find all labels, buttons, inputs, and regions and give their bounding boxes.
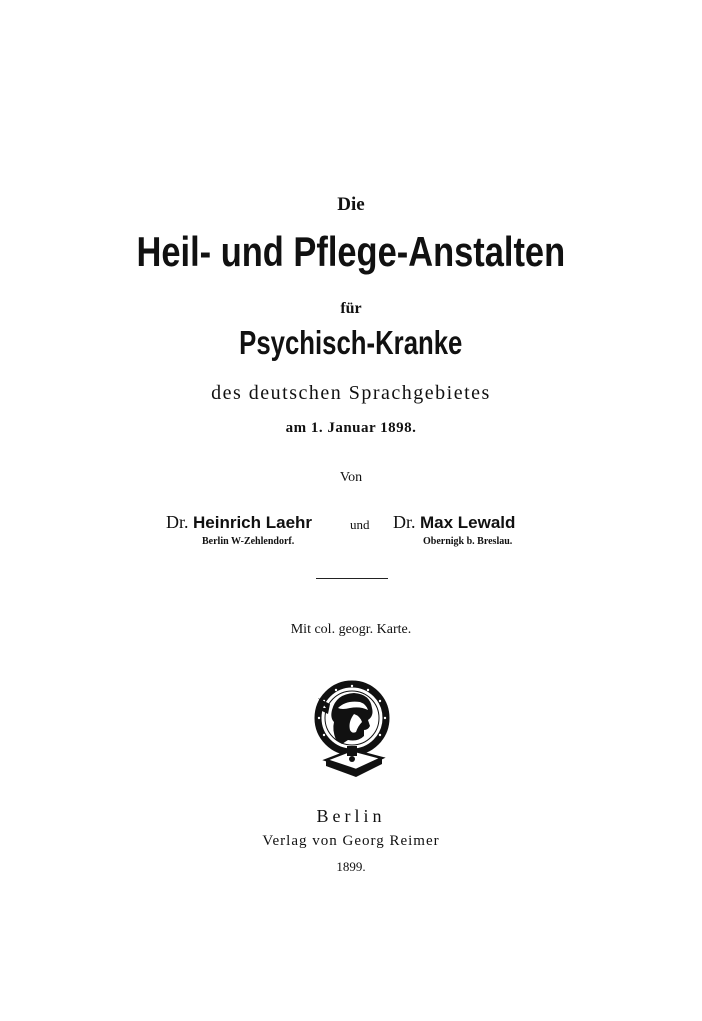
publisher-name: Verlag von Georg Reimer: [262, 833, 440, 849]
by-line: Von: [339, 470, 363, 485]
conjunction: und: [350, 517, 370, 532]
region-line: des deutschen Sprachgebietes: [211, 382, 491, 404]
title-article: Die: [337, 194, 365, 215]
main-title: Heil- und Pflege-Anstalten: [136, 228, 566, 275]
author-name: Max Lewald: [420, 513, 516, 532]
author-lewald: [393, 512, 515, 547]
publisher-city: Berlin: [316, 806, 386, 826]
author-place: Berlin W-Zehlendorf.: [202, 536, 295, 547]
subject-title: Psychisch-Kranke: [239, 324, 463, 361]
author-title: Dr.: [166, 512, 189, 532]
map-note: Mit col. geogr. Karte.: [290, 622, 412, 637]
date-line: am 1. Januar 1898.: [285, 420, 417, 436]
author-title: Dr.: [393, 512, 416, 532]
author-place: Obernigk b. Breslau.: [423, 536, 513, 547]
publication-year: 1899.: [336, 859, 366, 874]
title-preposition: für: [340, 300, 362, 317]
author-name: Heinrich Laehr: [193, 513, 313, 532]
author-laehr: [166, 512, 312, 547]
divider-rule: [316, 578, 388, 579]
publisher-device-icon: [302, 680, 402, 785]
